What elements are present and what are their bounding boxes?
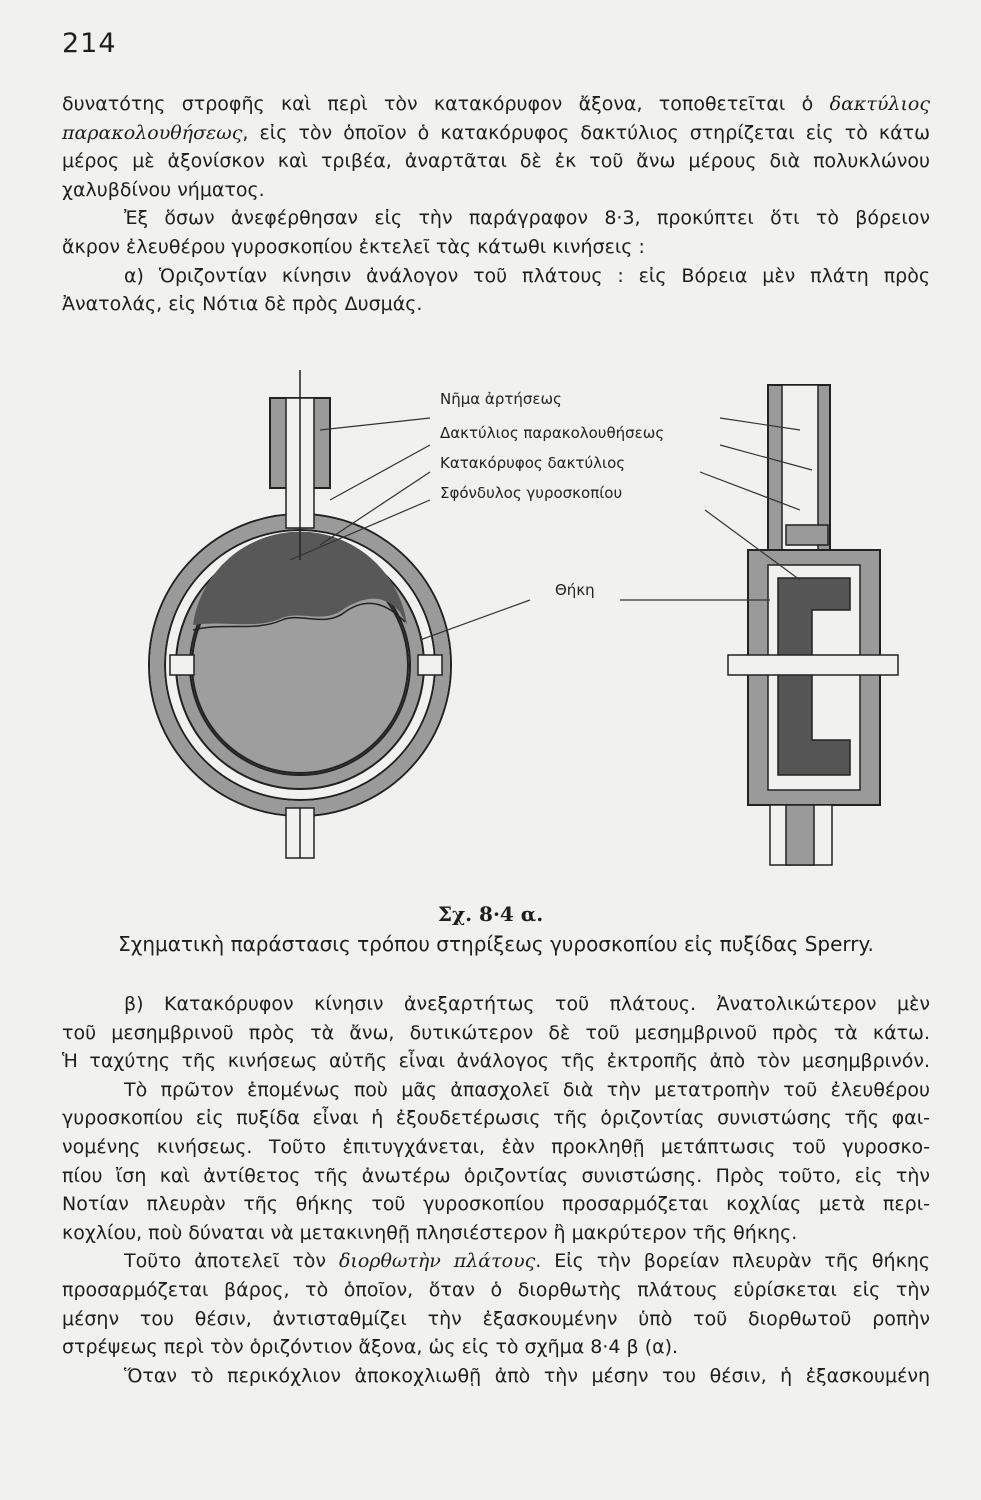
text-line: στρέψεως περὶ τὸν ὁριζόντιον ἄξονα, ὡς εἰς τὸ σχῆμα 8·4 β (α). (62, 1336, 679, 1359)
text-line: Ἡ ταχύτης τῆς κινήσεως αὐτῆς εἶναι ἀνάλογος τῆς ἐκτροπῆς ἀπὸ τὸν μεσημβρινόν. (62, 1050, 930, 1073)
text-line: μέσην του θέσιν, ἀντισταθμίζει τὴν ἐξασκουμένην ὑπὸ τοῦ διορθωτοῦ ροπὴν (62, 1307, 930, 1330)
callout-case: Θήκη (555, 581, 595, 599)
text-line: κοχλίου, ποὺ δύναται νὰ μετακινηθῇ πλησιέστερον ἢ μακρύτερον τῆς θήκης. (62, 1221, 798, 1244)
callout-rotor: Σφόνδυλος γυροσκοπίου (440, 484, 623, 502)
text-line: μέρος μὲ ἀξονίσκον καὶ τριβέα, ἀναρτᾶται δὲ ἐκ τοῦ ἄνω μέρους διὰ πολυκλώνου (62, 150, 930, 173)
callout-follow-up-ring: Δακτύλιος παρακολουθήσεως (440, 424, 665, 442)
text-line: χαλυβδίνου νήματος. (62, 178, 265, 201)
paragraph-bottom (62, 990, 930, 1390)
gyroscope-mount-figure (0, 360, 981, 900)
text-line: Τοῦτο ἀποτελεῖ τὸν διορθωτὴν πλάτους. Εἰς τὴν βορείαν πλευρὰν τῆς θήκης (124, 1250, 930, 1273)
figure-caption: Σχηματικὴ παράστασις τρόπου στηρίξεως γυροσκοπίου εἰς πυξίδας Sperry. (118, 932, 874, 956)
text-line: Ἀνατολάς, εἰς Νότια δὲ πρὸς Δυσμάς. (62, 293, 423, 316)
callout-vertical-ring: Κατακόρυφος δακτύλιος (440, 454, 626, 472)
text-line: ἄκρον ἐλευθέρου γυροσκοπίου ἐκτελεῖ τὰς κάτωθι κινήσεις : (62, 235, 645, 258)
page-number: 214 (62, 28, 117, 59)
text-line: τοῦ μεσημβρινοῦ πρὸς τὰ ἄνω, δυτικώτερον δὲ τοῦ μεσημβρινοῦ πρὸς τὰ κάτω. (62, 1021, 930, 1044)
text-line: νομένης κινήσεως. Τοῦτο ἐπιτυγχάνεται, ἐὰν προκληθῇ μετάπτωσις τοῦ γυροσκο- (62, 1135, 930, 1158)
text-line: παρακολουθήσεως, εἰς τὸν ὁποῖον ὁ κατακόρυφος δακτύλιος στηρίζεται εἰς τὸ κάτω (62, 121, 930, 144)
text-line: προσαρμόζεται βάρος, τὸ ὁποῖον, ὅταν ὁ διορθωτὴς πλάτους εὑρίσκεται εἰς τὴν (62, 1278, 930, 1301)
text-line: Τὸ πρῶτον ἑπομένως ποὺ μᾶς ἀπασχολεῖ διὰ τὴν μετατροπὴν τοῦ ἐλευθέρου (124, 1078, 930, 1101)
callout-suspension-wire: Νῆμα ἀρτήσεως (440, 390, 562, 408)
text-line: Ὅταν τὸ περικόχλιον ἀποκοχλιωθῇ ἀπὸ τὴν μέσην του θέσιν, ἡ ἐξασκουμένη (124, 1364, 930, 1387)
text-line: α) Ὁριζοντίαν κίνησιν ἀνάλογον τοῦ πλάτους : εἰς Βόρεια μὲν πλάτη πρὸς (124, 264, 930, 287)
text-line: Ἐξ ὅσων ἀνεφέρθησαν εἰς τὴν παράγραφον 8·3, προκύπτει ὅτι τὸ βόρειον (124, 207, 930, 230)
paragraph-top (62, 90, 930, 319)
text-line: β) Κατακόρυφον κίνησιν ἀνεξαρτήτως τοῦ πλάτους. Ἀνατολικώτερον μὲν (124, 993, 930, 1015)
figure-label: Σχ. 8·4 α. (437, 902, 544, 926)
text-line: πίου ἴση καὶ ἀντίθετος τῆς ἀνωτέρω ὁριζοντίας συνιστώσης. Πρὸς τοῦτο, εἰς τὴν (62, 1164, 930, 1187)
text-line: δυνατότης στροφῆς καὶ περὶ τὸν κατακόρυφον ἄξονα, τοποθετεῖται ὁ δακτύλιος (62, 93, 930, 115)
text-line: γυροσκοπίου εἰς πυξίδα εἶναι ἡ ἐξουδετέρωσις τῆς ὁριζοντίας συνιστώσης τῆς φαι- (62, 1107, 930, 1130)
text-line: Νοτίαν πλευρὰν τῆς θήκης τοῦ γυροσκοπίου προσαρμόζεται κοχλίας μετὰ περι- (62, 1193, 930, 1216)
